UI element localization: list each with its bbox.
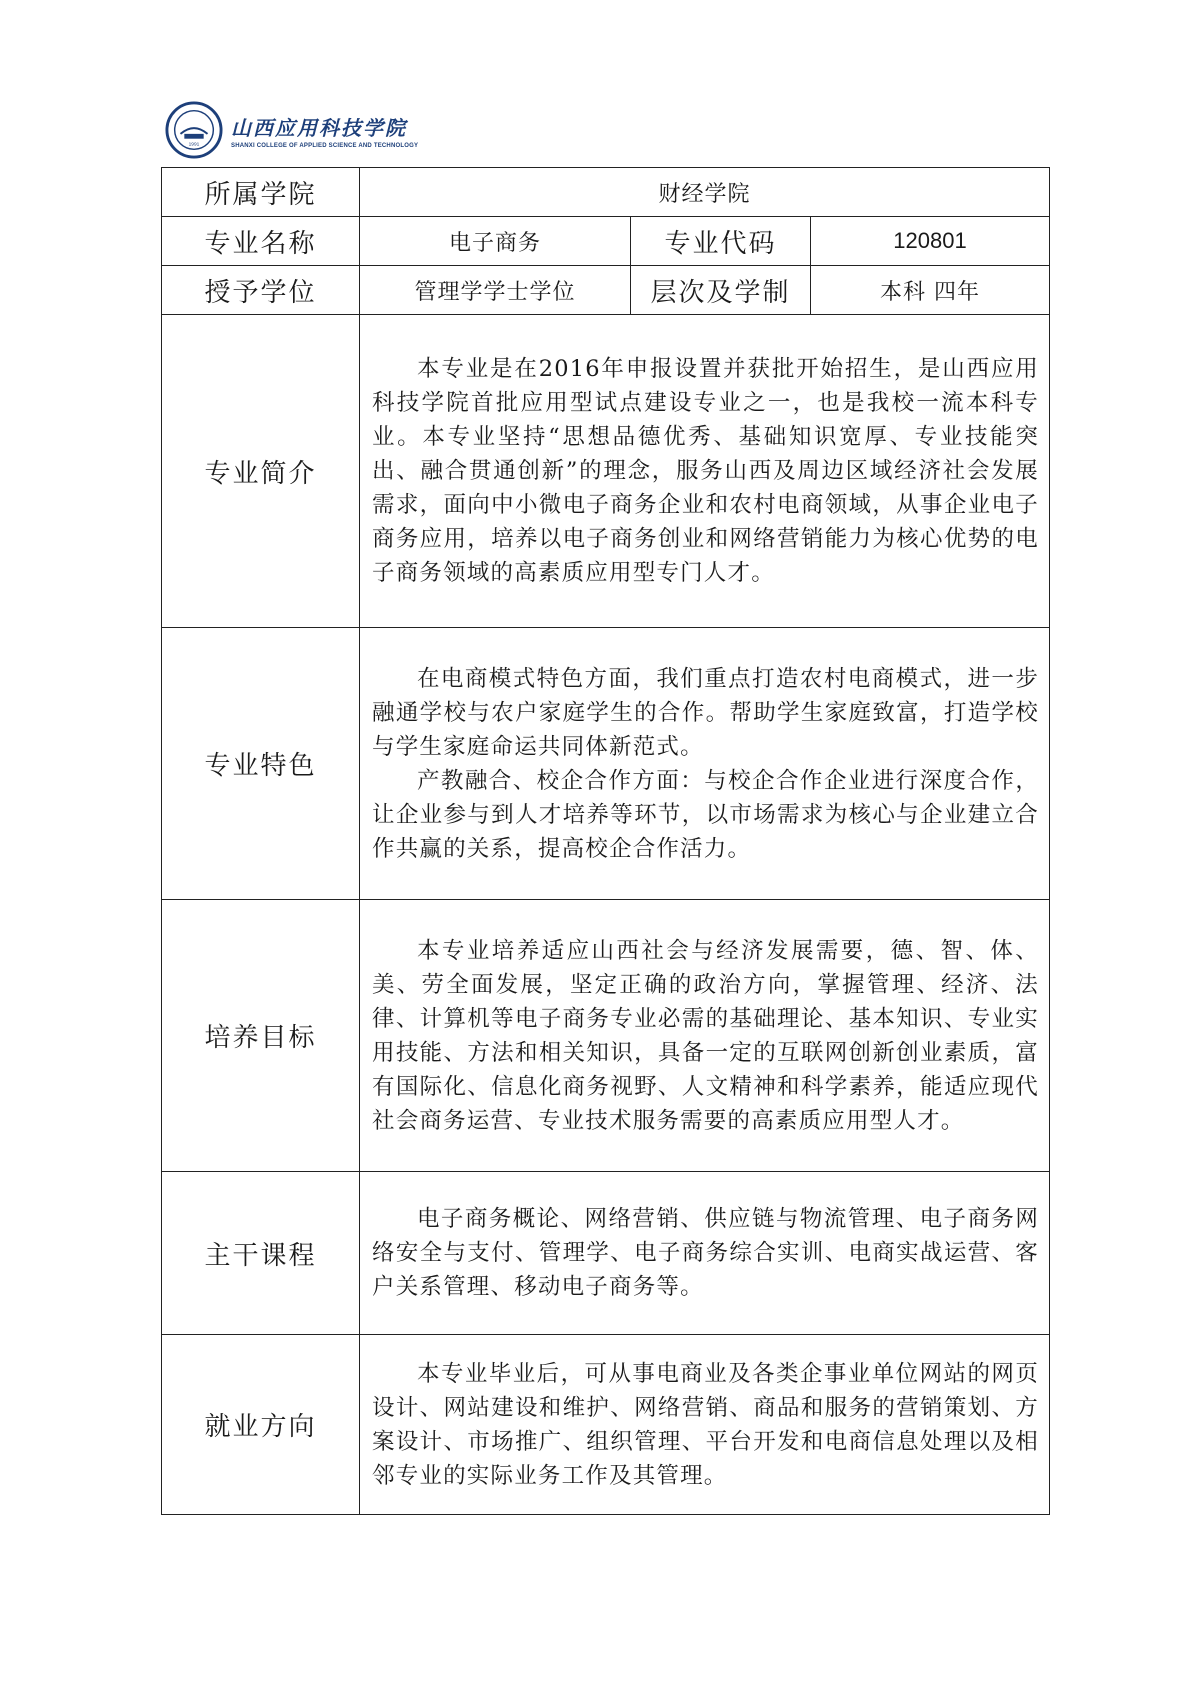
- objectives-paragraph: 本专业培养适应山西社会与经济发展需要，德、智、体、美、劳全面发展，坚定正确的政治方向，掌握管理、经济、法律、计算机等电子商务专业必需的基础理论、基本知识、专业实用技能、方法和相关知识，具备一定的互联网创新创业素质，富有国际化、信息化商务视野、人文精神和科学素养，能适应现代社会商务运营、专业技术服务需要的高素质应用型人才。: [372, 937, 1040, 1134]
- major-code-label: 专业代码: [631, 217, 811, 266]
- section-row-careers: [162, 1335, 1050, 1515]
- section-row-courses: [162, 1172, 1050, 1335]
- school-brand: [231, 112, 418, 149]
- section-row-objectives: [162, 900, 1050, 1172]
- section-label-intro: 专业简介: [162, 315, 360, 628]
- section-label-courses: 主干课程: [162, 1172, 360, 1335]
- section-row-features: [162, 628, 1050, 900]
- major-code-value: 120801: [811, 217, 1050, 266]
- school-header: [165, 100, 418, 160]
- major-name-label: 专业名称: [162, 217, 360, 266]
- courses-paragraph: 电子商务概论、网络营销、供应链与物流管理、电子商务网络安全与支付、管理学、电子商务综合实训、电商实战运营、客户关系管理、移动电子商务等。: [372, 1206, 1040, 1300]
- features-paragraph-2: 产教融合、校企合作方面：与校企合作企业进行深度合作，让企业参与到人才培养等环节，以市场需求为核心与企业建立合作共赢的关系，提高校企合作活力。: [372, 767, 1040, 862]
- section-label-features: 专业特色: [162, 628, 360, 900]
- features-paragraph-1: 在电商模式特色方面，我们重点打造农村电商模式，进一步融通学校与农户家庭学生的合作。帮助学生家庭致富，打造学校与学生家庭命运共同体新范式。: [372, 665, 1040, 760]
- intro-paragraph: 本专业是在2016年申报设置并获批开始招生，是山西应用科技学院首批应用型试点建设专业之一，也是我校一流本科专业。本专业坚持“思想品德优秀、基础知识宽厚、专业技能突出、融合贯通创新”的理念，服务山西及周边区域经济社会发展需求，面向中小微电子商务企业和农村电商领域，从事企业电子商务应用，培养以电子商务创业和网络营销能力为核心优势的电子商务领域的高素质应用型专门人才。: [372, 356, 1040, 586]
- seal-year: 1991: [188, 142, 200, 148]
- level-label: 层次及学制: [631, 266, 811, 315]
- section-content-courses: [360, 1172, 1050, 1335]
- degree-value: 管理学学士学位: [360, 266, 631, 315]
- section-content-careers: [360, 1335, 1050, 1515]
- school-name-cn: 山西应用科技学院: [231, 115, 407, 140]
- college-value: 财经学院: [360, 168, 1050, 217]
- school-name-en: SHANXI COLLEGE OF APPLIED SCIENCE AND TECHNOLOGY: [231, 142, 419, 149]
- major-row: [162, 217, 1050, 266]
- college-row: [162, 168, 1050, 217]
- section-content-objectives: [360, 900, 1050, 1172]
- level-value: 本科 四年: [811, 266, 1050, 315]
- section-row-intro: [162, 315, 1050, 628]
- careers-paragraph: 本专业毕业后，可从事电商业及各类企事业单位网站的网页设计、网站建设和维护、网络营销、商品和服务的营销策划、方案设计、市场推广、组织管理、平台开发和电商信息处理以及相邻专业的实际业务工作及其管理。: [372, 1360, 1040, 1489]
- section-content-features: [360, 628, 1050, 900]
- degree-row: [162, 266, 1050, 315]
- major-name-value: 电子商务: [360, 217, 631, 266]
- section-label-careers: 就业方向: [162, 1335, 360, 1515]
- college-label: 所属学院: [162, 168, 360, 217]
- section-label-objectives: 培养目标: [162, 900, 360, 1172]
- section-content-intro: [360, 315, 1050, 628]
- school-seal-icon: [165, 101, 223, 159]
- degree-label: 授予学位: [162, 266, 360, 315]
- major-info-table: [161, 167, 1050, 1515]
